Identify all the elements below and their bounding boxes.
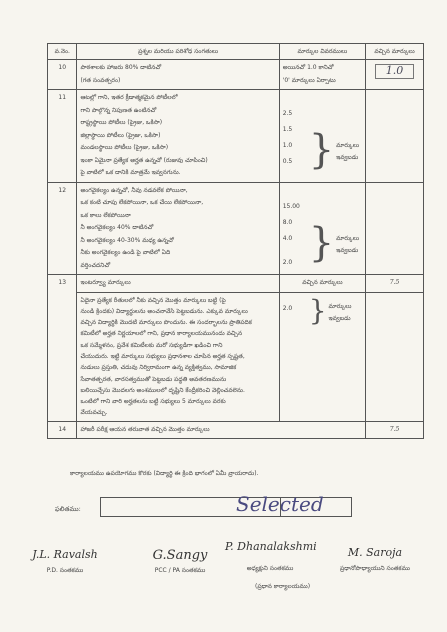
table-header-row xyxy=(48,44,424,60)
signature-caption: ప్రధానోపాధ్యాయుని సంతకము xyxy=(339,565,410,572)
description-line: వచ్చిన విద్యార్థికి మొదటి మార్కులు పొందును. ఈ సందర్భాలను ప్రాతిపదిక xyxy=(80,319,252,327)
header-question: ప్రశ్నల మరియు పరిశోధ సంగతులు xyxy=(77,44,279,60)
description-line: రాష్ట్రస్థాయి పోటీలు (ప్రైజు, ఒకిసా) xyxy=(80,119,163,126)
description-line: మండలస్థాయి పోటీలు (ప్రైజు, ఒకిసా) xyxy=(80,144,169,151)
brace-label-line: మార్కులు xyxy=(336,234,360,242)
description-line: ఏదైనా ప్రత్యేక రీతులలో నీకు వచ్చిన మొత్తం మార్కులు బట్టి (పై xyxy=(80,296,226,304)
row-description xyxy=(77,182,279,275)
description-line: ఇంకా ఏమైనా ప్రత్యేక అర్హత ఉన్నచో (రుజువు చూపించి) xyxy=(80,156,208,164)
marks-value: 8.0 xyxy=(282,218,293,226)
description-line: నీ అంగవైకల్యం 40% దాటినచో xyxy=(80,224,154,231)
description-line: పాఠశాలకు హాజరు 80% దాటినచో xyxy=(80,64,162,71)
brace-label-line: ఇవ్వబడు xyxy=(336,154,359,161)
description-line: సేవాతత్పరత, వారసత్వముతో పెట్టబడు పద్ధతి అవతరణమును xyxy=(80,375,227,383)
table-row xyxy=(48,60,424,90)
signature-pcc xyxy=(135,548,225,575)
row-marks-given xyxy=(366,90,424,183)
description-line: జిల్లాస్థాయి పోటీలు (ప్రైజు, ఒకిసా) xyxy=(80,131,161,139)
result-field xyxy=(100,492,352,517)
result-label: ఫలితము: xyxy=(55,505,81,513)
row-description: హాజరీ పరీక్ష ఆయన తరువాత వచ్చిన మొత్తం మార్కులు xyxy=(77,421,366,439)
row-subheading-marks: వచ్చిన మార్కులు xyxy=(279,275,365,293)
signature-president xyxy=(225,540,315,573)
marks-value: 0.5 xyxy=(282,158,293,165)
row-marks-details xyxy=(279,292,365,421)
description-line: అంగవైకల్యం ఉన్నచో, నీవు నడవలేక పోయినా, xyxy=(80,186,188,194)
marks-value: 4.0 xyxy=(282,234,293,242)
row-marks-details xyxy=(279,60,365,90)
head-office-caption: (ప్రధాన కార్యాలయము) xyxy=(255,583,311,590)
description-line: వర్తించదనిచో xyxy=(80,261,111,269)
result-value: Selected xyxy=(236,492,324,516)
marks-value: 2.5 xyxy=(282,110,293,117)
signature-mark: P. Dhanalakshmi xyxy=(225,540,317,553)
office-use-note: కార్యాలయము ఉపయోగము కొరకు (విద్యార్థి ఈ క్రింది భాగంలో ఏమీ వ్రాయరాదు). xyxy=(70,470,259,477)
description-line: గాని పాల్గొన్న నిపుణత ఉంటినచో xyxy=(80,106,157,114)
table-row xyxy=(48,421,424,439)
marks-value: 15.00 xyxy=(282,202,300,210)
given-score: 1.0 xyxy=(375,64,415,79)
description-line: వేయవచ్చు. xyxy=(80,409,108,417)
description-line: నీ అంగవైకల్యం 40-30% మధ్య ఉన్నచో xyxy=(80,236,174,244)
description-line: బలియిచ్చేసు మొదలగు అంశములలో దృష్టిని కేంద్రీకరించి వెల్లించవలెను. xyxy=(80,386,245,394)
signature-mark: J.L. Ravalsh xyxy=(32,548,98,561)
brace-label-line: ఇవ్వబడు xyxy=(328,314,351,322)
signature-caption: అధ్యక్షుని సంతకము xyxy=(246,565,294,572)
row-number: 13 xyxy=(48,275,77,422)
signature-principal xyxy=(320,546,430,573)
marks-values xyxy=(283,301,309,317)
right-brace: } xyxy=(308,293,327,327)
description-line: నుడులు ప్రస్తుతి, చదువు నిర్విరామంగా ఉన్న వ్యక్తిత్వము, సామాజిక xyxy=(80,364,237,372)
right-brace: } xyxy=(308,219,335,266)
row-subheading: ఇంటర్వ్యూ మార్కులు xyxy=(77,275,279,293)
row-description xyxy=(77,90,279,183)
marks-line: '0' మార్కులు ఏర్పాటు xyxy=(282,76,336,84)
brace-label-line: మార్కులు xyxy=(336,142,360,149)
row-marks-details xyxy=(279,90,365,183)
signature-mark: G.Sangy xyxy=(152,548,208,563)
description-line: (గత సంవత్సరం) xyxy=(80,76,121,84)
signature-mark: M. Saroja xyxy=(347,546,403,559)
marks-value: 2.0 xyxy=(282,258,293,266)
description-line: పై వాటిలో ఒక దానికి మాత్రమే ఇవ్వనగును. xyxy=(80,169,181,176)
description-line: ఒక కాలు లేకపోయినా xyxy=(80,211,131,219)
marks-line: అయినచో 1.0 కానిచో xyxy=(282,64,334,71)
row-marks-given xyxy=(366,60,424,90)
brace-label-line: మార్కులు xyxy=(328,302,352,310)
signature-pd xyxy=(30,548,100,575)
description-line: కమిటీలో అర్హత నిర్ణయాలలో గాని, ప్రధాన కార్యాలయమునందు వచ్చిన xyxy=(80,330,243,338)
brace-label-line: ఇవ్వబడు xyxy=(336,246,359,254)
row-number: 12 xyxy=(48,182,77,275)
marks-value: 1.5 xyxy=(282,126,293,133)
row-number: 11 xyxy=(48,90,77,183)
row-description xyxy=(77,292,279,421)
table-row xyxy=(48,182,424,275)
interview-score: 7.5 xyxy=(366,275,424,293)
marks-table xyxy=(47,43,424,439)
signature-caption: P.D. సంతకము xyxy=(46,567,84,574)
table-row xyxy=(48,292,424,421)
brace-label xyxy=(329,301,352,325)
brace-label xyxy=(336,233,359,257)
header-serial-number: వ.నెం. xyxy=(48,44,77,60)
row-marks-details xyxy=(279,182,365,275)
marks-values xyxy=(283,106,309,170)
total-score: 7.5 xyxy=(366,421,424,439)
header-marks-given: వచ్చిన మార్కులు xyxy=(366,44,424,60)
brace-label xyxy=(336,140,359,164)
description-line: ఒంటిలో గాని వారి అర్హతలను బట్టి సభ్యులు 5 మార్కులు వరకు xyxy=(80,398,226,406)
row-marks-given xyxy=(366,292,424,421)
marks-value: 1.0 xyxy=(282,142,293,149)
marks-value: 2.0 xyxy=(282,304,293,312)
signature-caption: PCC / PA సంతకము xyxy=(154,567,206,574)
right-brace: } xyxy=(308,127,335,173)
description-line: నుండి క్రిందకు) విద్యార్థులను అంచనావేసి పెట్టబడును. ఎక్కువ మార్కులు xyxy=(80,307,248,315)
table-row xyxy=(48,90,424,183)
row-number: 14 xyxy=(48,421,77,439)
result-side-cell xyxy=(280,498,351,516)
marks-values xyxy=(283,199,309,271)
description-line: చేయుదురు. ఇట్టి మార్కులు సభ్యులు ప్రధానశాల చూపిన అర్హత స్పష్టత, xyxy=(80,352,245,360)
header-marks-details: మార్కుల వివరములు xyxy=(279,44,365,60)
table-row xyxy=(48,275,424,293)
description-line: ఒక సమ్మేళనం, ప్రవేశ కమిటీలకు మరో సభ్యుడిగా ఖడించి గాని xyxy=(80,341,223,349)
row-description xyxy=(77,60,279,90)
description-line: ఆటల్లో గాని, ఇతర క్రీడాత్మకమైన పోటీలలో xyxy=(80,94,178,101)
row-marks-given xyxy=(366,182,424,275)
description-line: ఒక కంటి చూపు లేకపోయినా, ఒక చేయి లేకపోయినా, xyxy=(80,199,204,206)
row-number: 10 xyxy=(48,60,77,90)
description-line: నీకు అంగవైకల్యం ఉండి పై వాటిలో ఏది xyxy=(80,249,171,256)
